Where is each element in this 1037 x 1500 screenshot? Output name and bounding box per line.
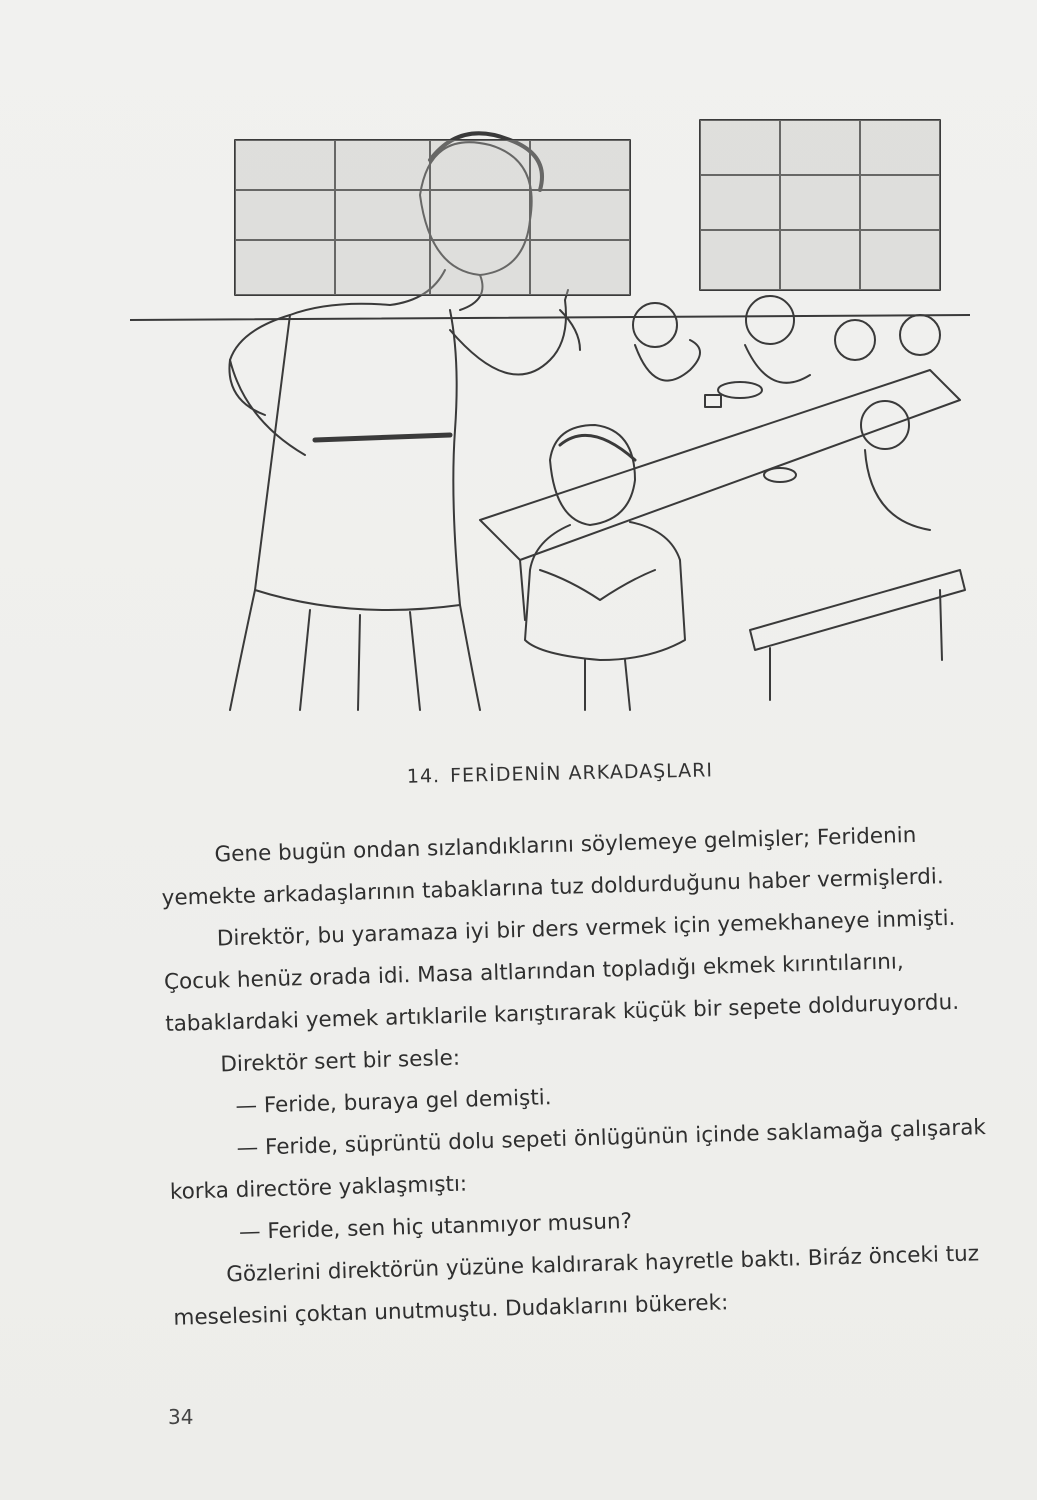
chapter-title-text: FERİDENİN ARKADAŞLARI [449, 759, 714, 787]
child-body [525, 522, 685, 660]
paragraph: Gene bugün ondan sızlandıklarını söylemeye gelmişler; Feridenin yemekte arkadaşlarının tabaklarına tuz doldurduğunu haber vermişlerdi. [161, 822, 944, 911]
dialogue-line: — Feride, sen hiç utanmıyor musun? [238, 1208, 633, 1245]
page-number: 34 [168, 1405, 194, 1429]
paragraph: Direktör sert bir sesle: [220, 1045, 461, 1078]
dialogue-line: — Feride, buraya gel demişti. [235, 1085, 552, 1119]
paragraph: Gözlerini direktörün yüzüne kaldırarak hayretle baktı. Biráz önceki tuz meselesini çoktan unutmuştu. Dudaklarını bükerek: [173, 1241, 980, 1331]
child-head [550, 425, 635, 525]
chapter-title [300, 757, 820, 790]
story-text [160, 813, 996, 1340]
dialogue-line: — Feride, süprüntü dolu sepeti önlügünün içinde saklamağa çalışarak korka directöre yaklaşmıştı: [169, 1115, 987, 1205]
paragraph: Direktör, bu yaramaza iyi bir ders vermek için yemekhaneye inmişti. Çocuk henüz orada idi. Masa altlarından topladığı ekmek kırıntılarını, tabaklardaki yemek artıklarile karıştırarak küçük bir sepete dolduruyordu. [163, 905, 960, 1037]
illustration-director-and-child [130, 100, 970, 720]
bench [750, 570, 965, 650]
chapter-number: 14. [406, 765, 441, 788]
illustration-drawing [130, 100, 970, 720]
director-dress [255, 310, 460, 610]
